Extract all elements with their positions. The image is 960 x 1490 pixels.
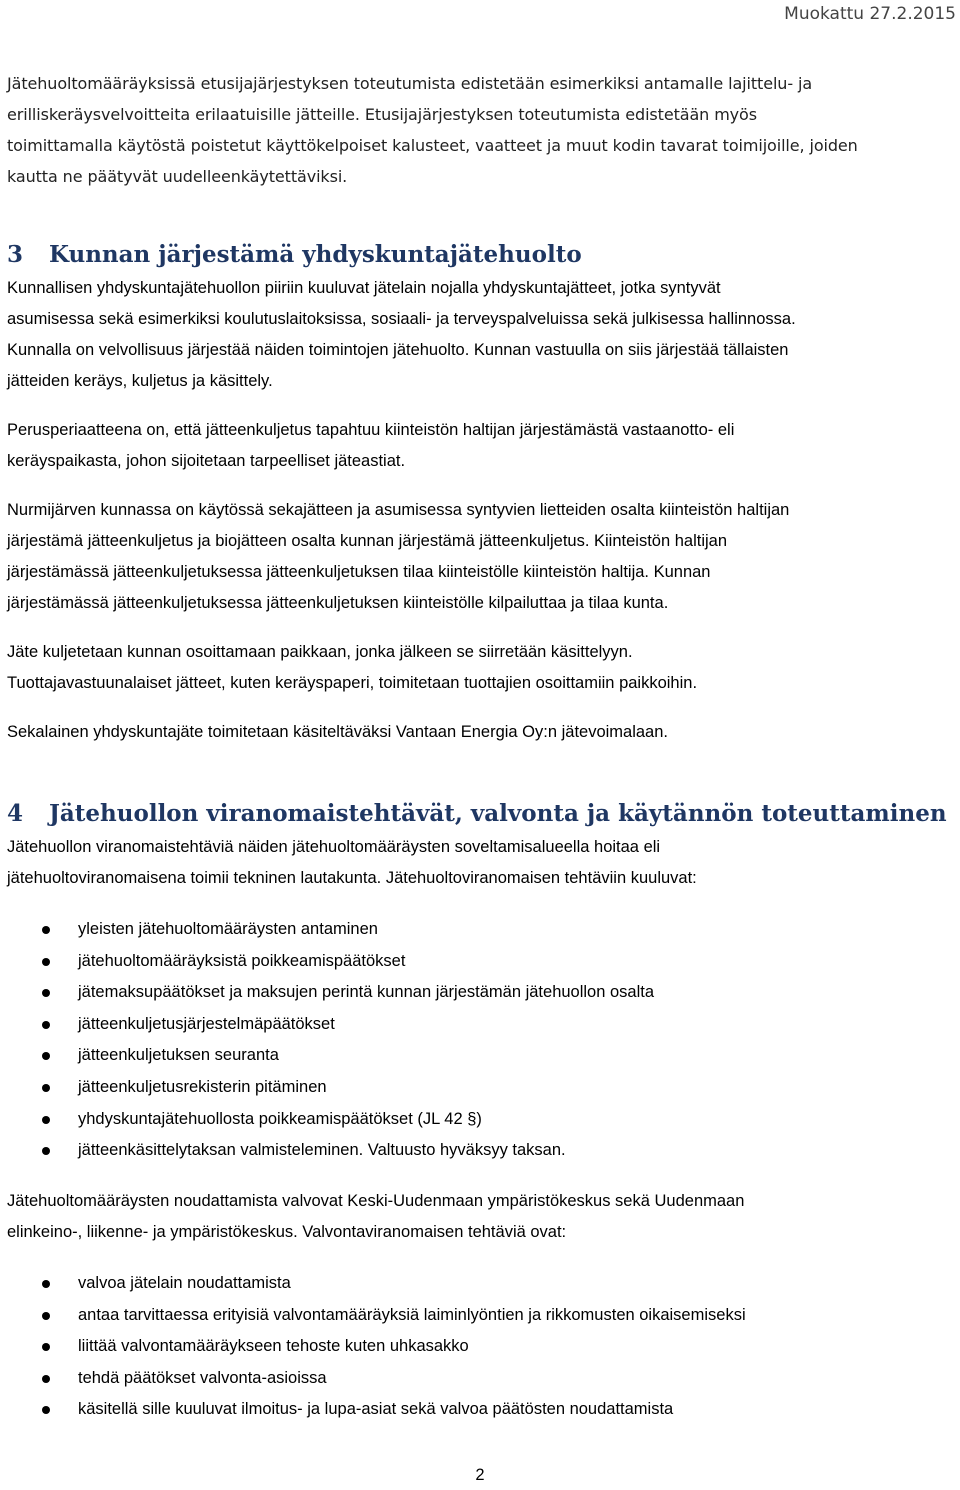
page-number: 2 bbox=[475, 1466, 485, 1484]
list-item: jätemaksupäätökset ja maksujen perintä kunnan järjestämän jätehuollon osalta bbox=[0, 977, 950, 1009]
section-3-paragraph-2: Perusperiaatteena on, että jätteenkuljetus tapahtuu kiinteistön haltijan järjestämästä vastaanotto- eli keräyspaikasta, johon sijoitetaan tarpeelliset jäteastiat. bbox=[7, 421, 735, 470]
list-item: antaa tarvittaessa erityisiä valvontamääräyksiä laiminlyöntien ja rikkomusten oikaisemiseksi bbox=[0, 1300, 950, 1332]
section-3-heading: 3 Kunnan järjestämä yhdyskuntajätehuolto bbox=[7, 241, 582, 268]
section-4-paragraph-1: Jätehuollon viranomaistehtäviä näiden jätehuoltomääräysten soveltamisalueella hoitaa eli jätehuoltoviranomaisena toimii tekninen lautakunta. Jätehuoltoviranomaisen tehtäviin kuuluvat: bbox=[7, 838, 697, 887]
list-item: valvoa jätelain noudattamista bbox=[0, 1268, 950, 1300]
section-3-paragraph-3: Nurmijärven kunnassa on käytössä sekajätteen ja asumisessa syntyvien lietteiden osalta kiinteistön haltijan järjestämä jätteenkuljetus ja biojätteen osalta kunnan järjestämä jätteenkuljetus. Kiinteistön haltijan järjestämässä jätteenkuljetuksessa jätteenkuljetuksen tilaa kiinteistölle kiinteistön haltija. Kunnan järjestämässä jätteenkuljetuksessa jätteenkuljetuksen kiinteistölle kilpailuttaa ja tilaa kunta. bbox=[7, 501, 790, 612]
modified-date: Muokattu 27.2.2015 bbox=[784, 4, 956, 24]
section-3-paragraph-1: Kunnallisen yhdyskuntajätehuollon piiriin kuuluvat jätelain nojalla yhdyskuntajätteet, jotka syntyvät asumisessa sekä esimerkiksi koulutuslaitoksissa, sosiaali- ja terveyspalveluissa sekä julkisessa hallinnossa. Kunnalla on velvollisuus järjestää näiden toimintojen jätehuolto. Kunnan vastuulla on siis järjestää tällaisten jätteiden keräys, kuljetus ja käsittely. bbox=[7, 279, 796, 390]
list-item: jätteenkäsittelytaksan valmisteleminen. Valtuusto hyväksyy taksan. bbox=[0, 1135, 950, 1167]
supervision-tasks-list bbox=[0, 1268, 950, 1426]
list-item: jätteenkuljetusjärjestelmäpäätökset bbox=[0, 1009, 950, 1041]
section-4-heading: 4 Jätehuollon viranomaistehtävät, valvonta ja käytännön toteuttaminen bbox=[7, 800, 947, 827]
intro-paragraph: Jätehuoltomääräyksissä etusijajärjestyksen toteutumista edistetään esimerkiksi antamalle lajittelu- ja erilliskeräysvelvoitteita erilaatuisille jätteille. Etusijajärjestyksen toteutumista edistetään myös toimittamalla käytöstä poistetut käyttökelpoiset kalusteet, vaatteet ja muut kodin tavarat toimijoille, joiden kautta ne päätyvät uudelleenkäytettäviksi. bbox=[7, 74, 858, 186]
list-item: jätehuoltomääräyksistä poikkeamispäätökset bbox=[0, 946, 950, 978]
authority-tasks-list bbox=[0, 914, 950, 1167]
list-item: tehdä päätökset valvonta-asioissa bbox=[0, 1363, 950, 1395]
list-item: yleisten jätehuoltomääräysten antaminen bbox=[0, 914, 950, 946]
list-item: jätteenkuljetuksen seuranta bbox=[0, 1040, 950, 1072]
section-4-paragraph-2: Jätehuoltomääräysten noudattamista valvovat Keski-Uudenmaan ympäristökeskus sekä Uudenmaan elinkeino-, liikenne- ja ympäristökeskus. Valvontaviranomaisen tehtäviä ovat: bbox=[7, 1192, 745, 1241]
list-item: jätteenkuljetusrekisterin pitäminen bbox=[0, 1072, 950, 1104]
list-item: yhdyskuntajätehuollosta poikkeamispäätökset (JL 42 §) bbox=[0, 1104, 950, 1136]
section-3-paragraph-5: Sekalainen yhdyskuntajäte toimitetaan käsiteltäväksi Vantaan Energia Oy:n jätevoimalaan. bbox=[7, 723, 668, 741]
section-3-paragraph-4: Jäte kuljetetaan kunnan osoittamaan paikkaan, jonka jälkeen se siirretään käsittelyyn. Tuottajavastuunalaiset jätteet, kuten keräyspaperi, toimitetaan tuottajien osoittamiin paikkoihin. bbox=[7, 643, 698, 692]
list-item: käsitellä sille kuuluvat ilmoitus- ja lupa-asiat sekä valvoa päätösten noudattamista bbox=[0, 1394, 950, 1426]
list-item: liittää valvontamääräykseen tehoste kuten uhkasakko bbox=[0, 1331, 950, 1363]
